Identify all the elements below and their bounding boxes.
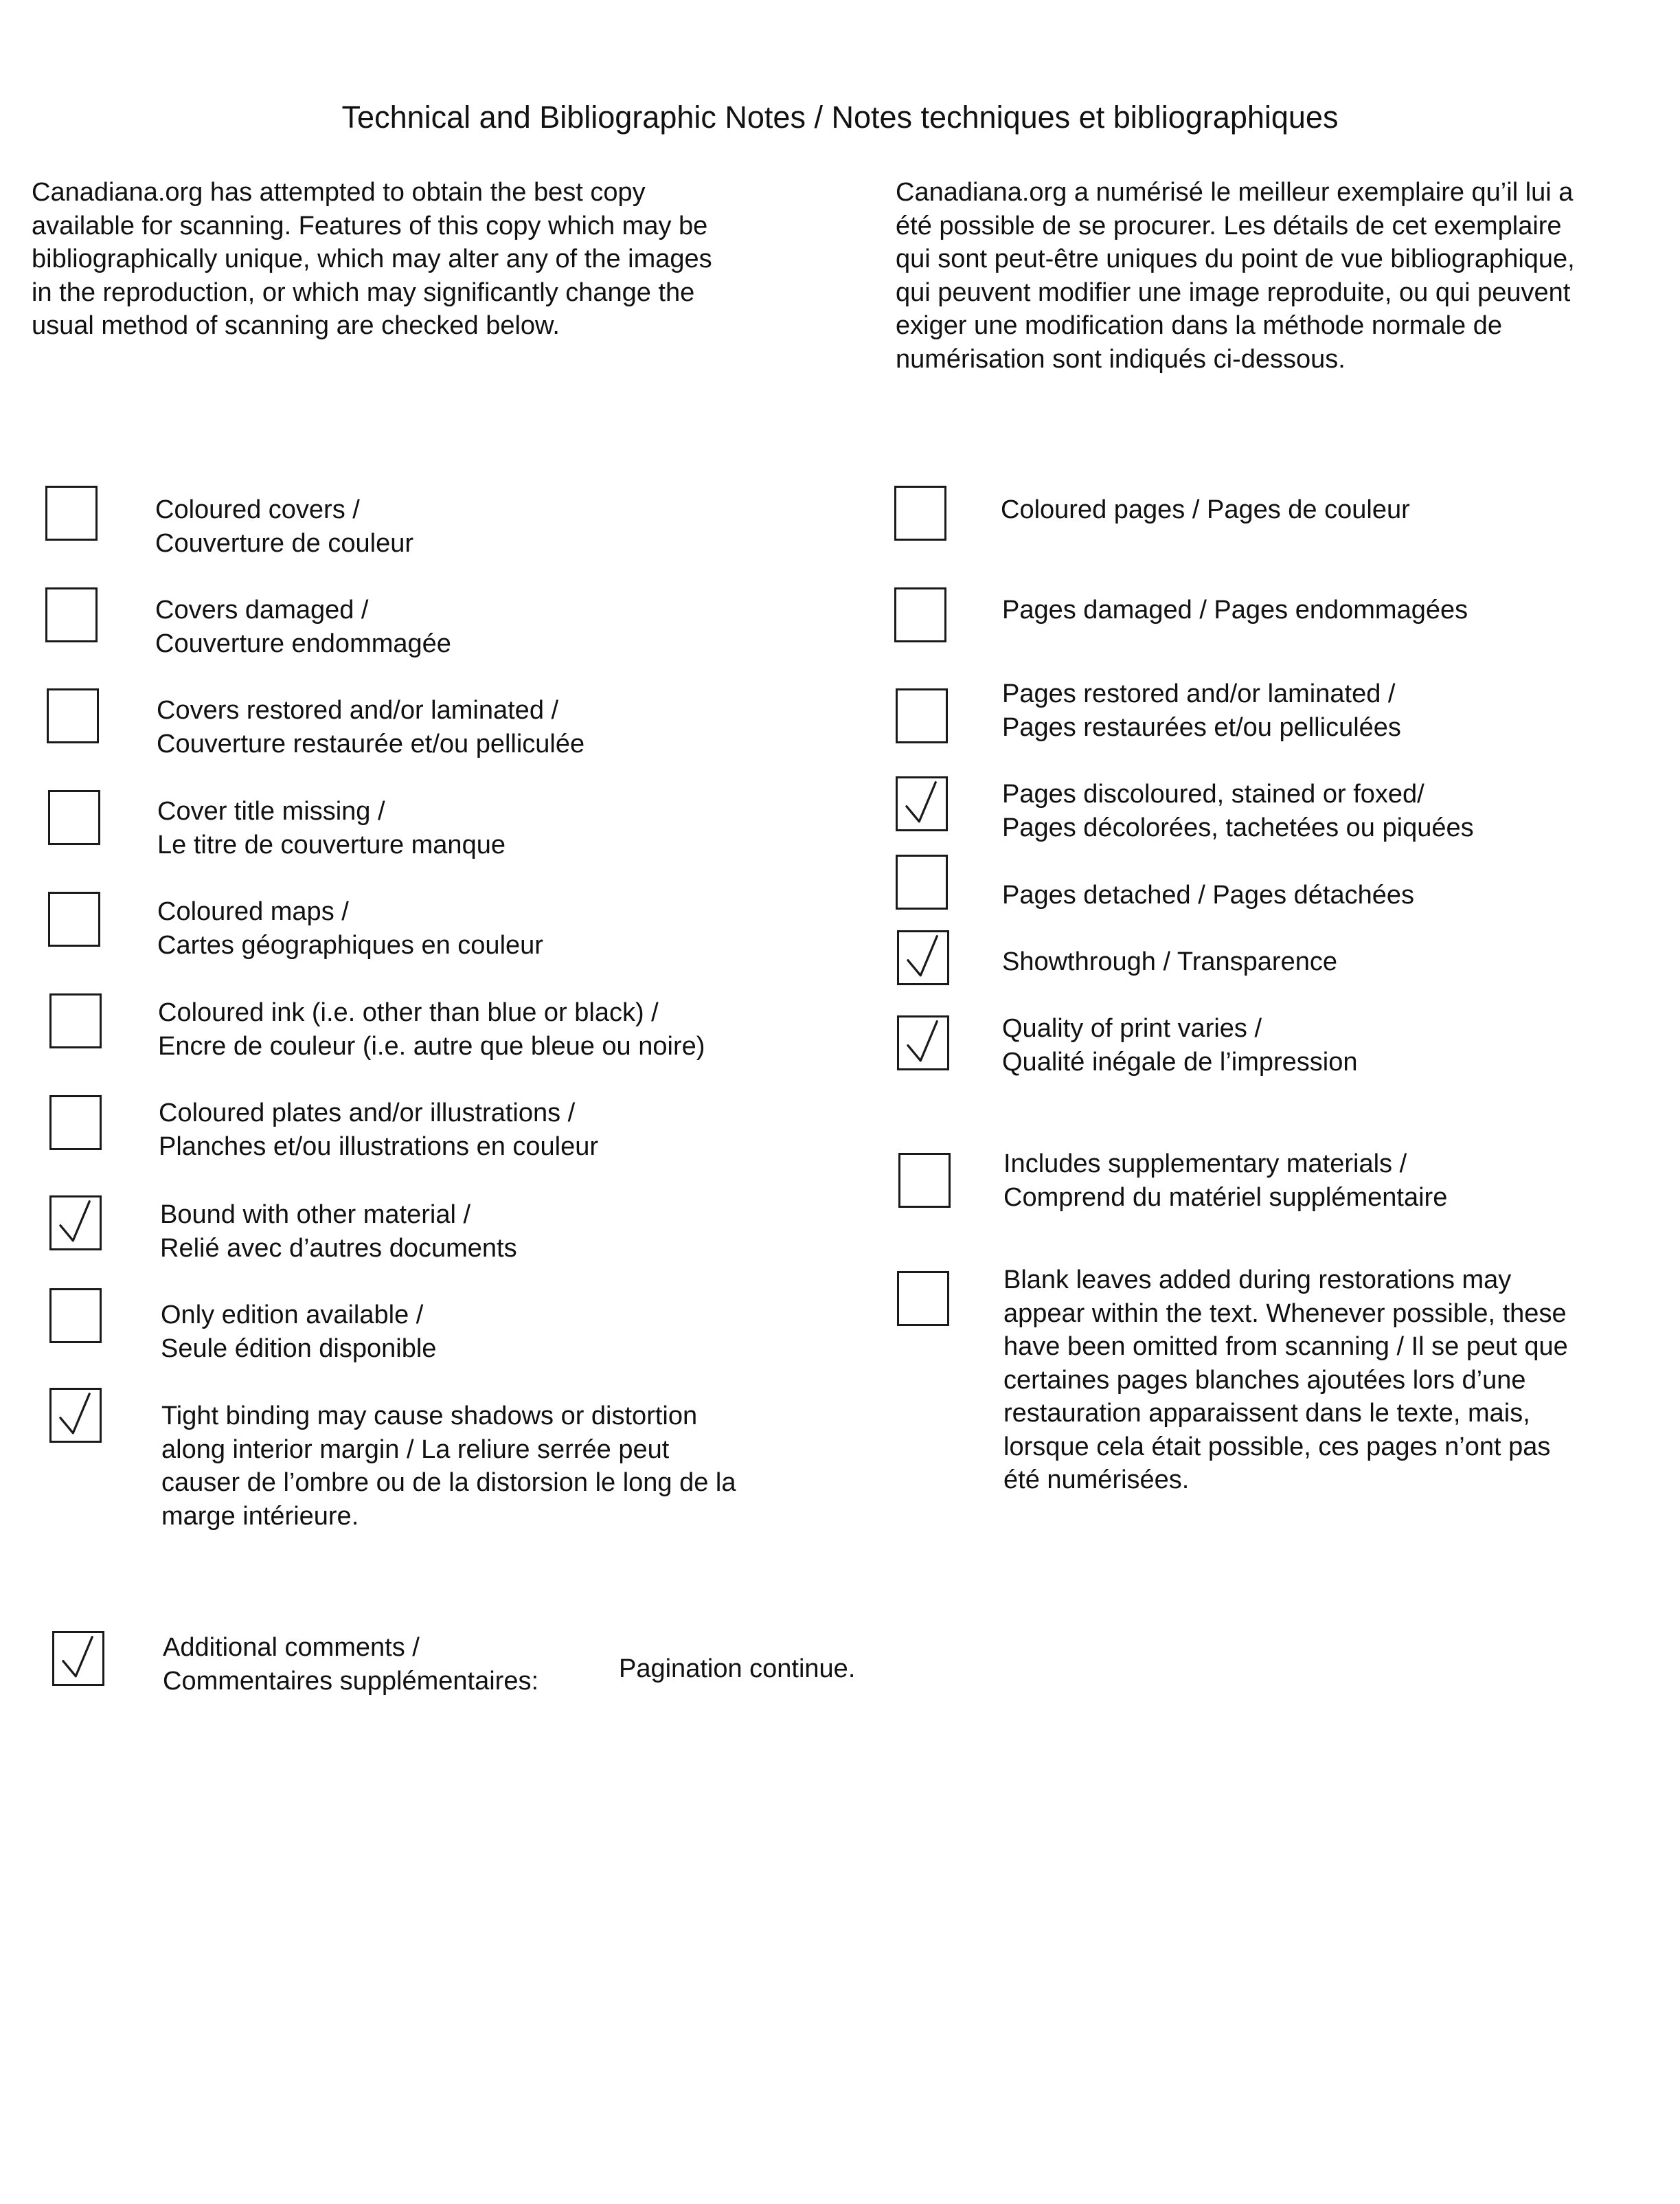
checkmark-icon xyxy=(898,778,946,829)
left-checkbox-0[interactable] xyxy=(45,486,98,541)
left-checkbox-2[interactable] xyxy=(47,688,99,743)
right-label-8 xyxy=(1003,1263,1568,1497)
label-line: Quality of print varies / xyxy=(1002,1014,1262,1043)
right-label-7 xyxy=(1003,1147,1447,1214)
label-line: Pages detached / Pages détachées xyxy=(1002,881,1415,910)
checkmark-icon xyxy=(52,1390,100,1441)
label-line: causer de l’ombre ou de la distorsion le long de la xyxy=(161,1468,736,1497)
right-label-2 xyxy=(1002,677,1401,744)
label-line: Encre de couleur (i.e. autre que bleue ou noire) xyxy=(158,1031,705,1061)
right-label-1 xyxy=(1002,594,1468,627)
right-label-0 xyxy=(1001,493,1410,527)
intro-line: available for scanning. Features of this copy which may be xyxy=(32,211,708,240)
checkmark-icon xyxy=(52,1197,100,1248)
left-checkbox-5[interactable] xyxy=(49,993,102,1048)
left-label-4 xyxy=(157,895,543,962)
label-line: Planches et/ou illustrations en couleur xyxy=(159,1132,599,1161)
intro-line: qui peuvent modifier une image reproduite, ou qui peuvent xyxy=(896,278,1571,307)
intro-line: qui sont peut-être uniques du point de vue bibliographique, xyxy=(896,245,1575,273)
label-line: Coloured plates and/or illustrations / xyxy=(159,1099,576,1127)
right-checkbox-3[interactable] xyxy=(896,776,948,831)
comments-checkbox[interactable] xyxy=(52,1631,104,1686)
right-checkbox-4[interactable] xyxy=(896,855,948,910)
left-checkbox-3[interactable] xyxy=(48,790,100,845)
label-line: Coloured covers / xyxy=(155,495,360,524)
label-line: Covers restored and/or laminated / xyxy=(157,696,559,725)
label-line: Cover title missing / xyxy=(157,797,385,826)
right-checkbox-8[interactable] xyxy=(897,1271,949,1326)
intro-line: été possible de se procurer. Les détails de cet exemplaire xyxy=(896,211,1562,240)
left-label-2 xyxy=(157,694,584,761)
left-label-3 xyxy=(157,795,506,862)
left-label-8 xyxy=(161,1298,436,1365)
label-line: Cartes géographiques en couleur xyxy=(157,930,543,960)
label-line: Couverture de couleur xyxy=(155,528,413,558)
intro-line: Canadiana.org a numérisé le meilleur exemplaire qu’il lui a xyxy=(896,178,1574,207)
label-line: Commentaires supplémentaires: xyxy=(163,1666,539,1696)
label-line: Blank leaves added during restorations may xyxy=(1003,1266,1512,1294)
label-line: Pages restored and/or laminated / xyxy=(1002,679,1396,708)
label-line: Tight binding may cause shadows or distortion xyxy=(161,1402,698,1430)
label-line: along interior margin / La reliure serrée peut xyxy=(161,1435,670,1464)
right-checkbox-0[interactable] xyxy=(894,486,946,541)
checkmark-icon xyxy=(899,1017,947,1068)
left-label-0 xyxy=(155,493,413,560)
label-line: Showthrough / Transparence xyxy=(1002,947,1337,976)
left-checkbox-1[interactable] xyxy=(45,587,98,642)
right-label-6 xyxy=(1002,1012,1358,1079)
intro-line: usual method of scanning are checked below. xyxy=(32,311,560,340)
label-line: Pages décolorées, tachetées ou piquées xyxy=(1002,813,1474,842)
intro-line: Canadiana.org has attempted to obtain the best copy xyxy=(32,178,646,207)
label-line: Pages restaurées et/ou pelliculées xyxy=(1002,712,1401,742)
left-label-7 xyxy=(160,1198,517,1265)
label-line: marge intérieure. xyxy=(161,1501,359,1531)
comment-value: Pagination continue. xyxy=(619,1654,856,1683)
intro-line: exiger une modification dans la méthode normale de xyxy=(896,311,1502,340)
label-line: Le titre de couverture manque xyxy=(157,830,506,859)
checkmark-icon xyxy=(899,932,947,983)
intro-line: numérisation sont indiqués ci-dessous. xyxy=(896,344,1346,374)
left-checkbox-4[interactable] xyxy=(48,892,100,947)
right-checkbox-5[interactable] xyxy=(897,930,949,985)
intro-line: in the reproduction, or which may significantly change the xyxy=(32,278,695,307)
label-line: Seule édition disponible xyxy=(161,1334,437,1363)
label-line: Includes supplementary materials / xyxy=(1003,1149,1407,1178)
left-checkbox-7[interactable] xyxy=(49,1195,102,1250)
label-line: Couverture restaurée et/ou pelliculée xyxy=(157,729,585,758)
label-line: Coloured ink (i.e. other than blue or black) / xyxy=(158,998,659,1027)
right-label-4 xyxy=(1002,879,1414,912)
right-label-3 xyxy=(1002,778,1474,844)
label-line: Coloured pages / Pages de couleur xyxy=(1001,495,1410,524)
intro-line: bibliographically unique, which may alter any of the images xyxy=(32,245,712,273)
right-checkbox-1[interactable] xyxy=(894,587,946,642)
page-title: Technical and Bibliographic Notes / Notes techniques et bibliographiques xyxy=(341,100,1339,135)
label-line: Additional comments / xyxy=(163,1633,420,1662)
left-checkbox-8[interactable] xyxy=(49,1288,102,1343)
right-label-5 xyxy=(1002,945,1337,979)
label-line: Coloured maps / xyxy=(157,897,349,926)
left-label-1 xyxy=(155,594,451,660)
label-line: appear within the text. Whenever possible, these xyxy=(1003,1298,1567,1328)
left-checkbox-6[interactable] xyxy=(49,1095,102,1150)
label-line: Only edition available / xyxy=(161,1301,424,1329)
label-line: Bound with other material / xyxy=(160,1200,471,1229)
label-line: restauration apparaissent dans le texte, mais, xyxy=(1003,1399,1530,1428)
label-line: Covers damaged / xyxy=(155,596,369,625)
label-line: été numérisées. xyxy=(1003,1465,1190,1494)
label-line: Relié avec d’autres documents xyxy=(160,1233,517,1263)
label-line: Pages damaged / Pages endommagées xyxy=(1002,596,1468,625)
checkmark-icon xyxy=(54,1633,102,1684)
label-line: have been omitted from scanning / Il se peut que xyxy=(1003,1332,1568,1361)
left-label-9 xyxy=(161,1399,736,1533)
label-line: Couverture endommagée xyxy=(155,629,451,658)
left-label-6 xyxy=(159,1097,598,1163)
left-checkbox-9[interactable] xyxy=(49,1388,102,1443)
label-line: lorsque cela était possible, ces pages n’ont pas xyxy=(1003,1432,1551,1461)
right-checkbox-6[interactable] xyxy=(897,1015,949,1070)
comments-label xyxy=(163,1631,538,1698)
label-line: Pages discoloured, stained or foxed/ xyxy=(1002,780,1424,809)
intro-french xyxy=(896,176,1680,376)
intro-english xyxy=(32,176,842,343)
right-checkbox-7[interactable] xyxy=(898,1153,951,1208)
label-line: certaines pages blanches ajoutées lors d’une xyxy=(1003,1365,1526,1395)
label-line: Comprend du matériel supplémentaire xyxy=(1003,1182,1448,1212)
right-checkbox-2[interactable] xyxy=(896,688,948,743)
label-line: Qualité inégale de l’impression xyxy=(1002,1047,1358,1077)
left-label-5 xyxy=(158,996,705,1063)
